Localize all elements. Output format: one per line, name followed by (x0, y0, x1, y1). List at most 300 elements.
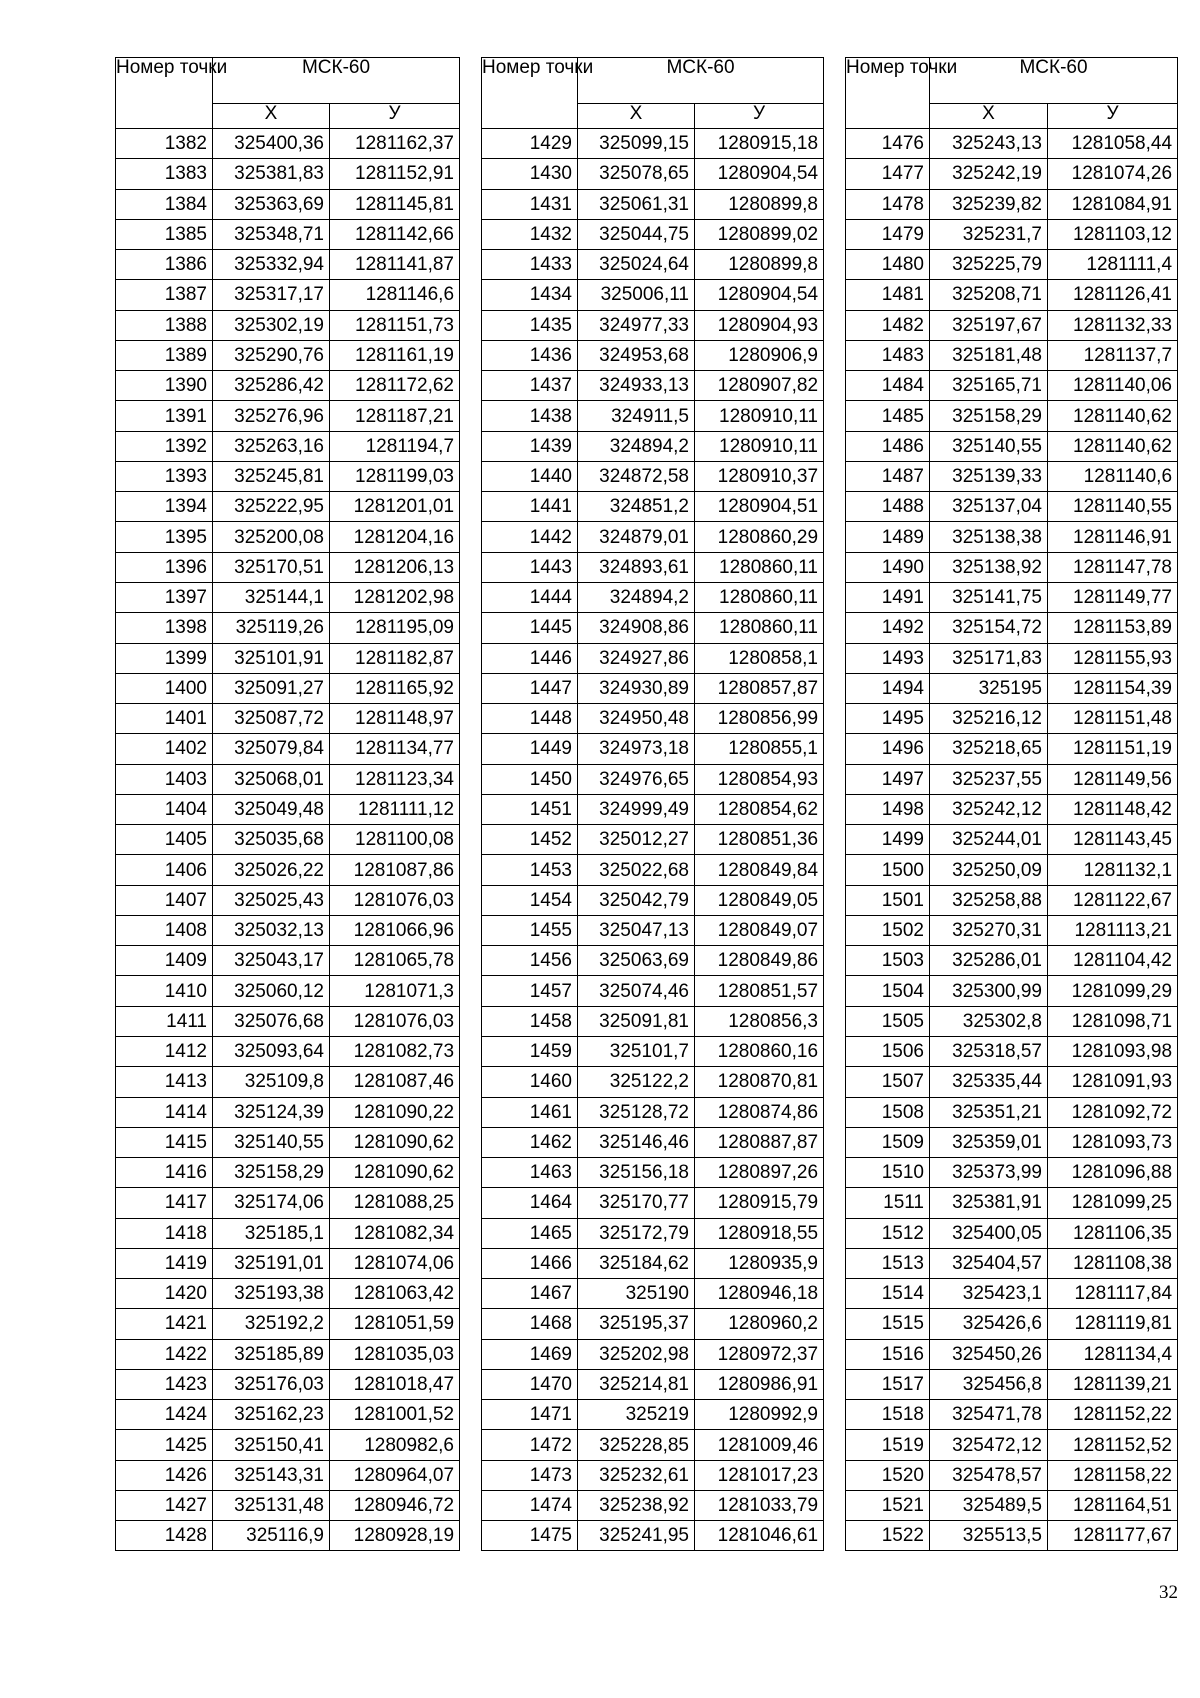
y-cell: 1280887,87 (695, 1127, 824, 1157)
table-row (116, 1218, 460, 1248)
point-number-cell: 1442 (482, 522, 578, 552)
table-row (116, 825, 460, 855)
x-cell: 325141,75 (930, 582, 1048, 612)
table-row (482, 250, 824, 280)
y-cell: 1281001,52 (330, 1400, 460, 1430)
x-cell: 325286,01 (930, 946, 1048, 976)
x-cell: 325197,67 (930, 310, 1048, 340)
point-number-cell: 1440 (482, 461, 578, 491)
table-row (482, 431, 824, 461)
x-cell: 325154,72 (930, 613, 1048, 643)
point-number-cell: 1406 (116, 855, 213, 885)
table-row (482, 643, 824, 673)
point-number-cell: 1386 (116, 250, 213, 280)
y-cell: 1281162,37 (330, 129, 460, 159)
x-cell: 325513,5 (930, 1521, 1048, 1551)
x-cell: 325471,78 (930, 1400, 1048, 1430)
y-cell: 1281071,3 (330, 976, 460, 1006)
y-cell: 1280855,1 (695, 734, 824, 764)
y-cell: 1281058,44 (1048, 129, 1178, 159)
point-number-cell: 1466 (482, 1248, 578, 1278)
x-cell: 324894,2 (578, 582, 695, 612)
table-row (482, 1158, 824, 1188)
point-number-cell: 1477 (846, 159, 930, 189)
point-number-cell: 1503 (846, 946, 930, 976)
y-cell: 1281132,1 (1048, 855, 1178, 885)
table-row (116, 461, 460, 491)
point-number-cell: 1394 (116, 492, 213, 522)
table-row (846, 522, 1178, 552)
y-cell: 1280849,86 (695, 946, 824, 976)
y-cell: 1281122,67 (1048, 885, 1178, 915)
table-row (116, 673, 460, 703)
x-cell: 325140,55 (213, 1127, 330, 1157)
x-cell: 325116,9 (213, 1521, 330, 1551)
x-cell: 325276,96 (213, 401, 330, 431)
y-cell: 1280986,91 (695, 1369, 824, 1399)
x-cell: 325317,17 (213, 280, 330, 310)
x-cell: 325181,48 (930, 340, 1048, 370)
table-row (846, 1158, 1178, 1188)
table-row (482, 704, 824, 734)
table-row (116, 976, 460, 1006)
point-number-cell: 1467 (482, 1279, 578, 1309)
point-number-cell: 1389 (116, 340, 213, 370)
table-row (116, 794, 460, 824)
table-row (846, 1036, 1178, 1066)
point-number-cell: 1428 (116, 1521, 213, 1551)
x-cell: 325373,99 (930, 1158, 1048, 1188)
y-cell: 1280899,8 (695, 189, 824, 219)
point-number-cell: 1439 (482, 431, 578, 461)
point-number-cell: 1490 (846, 552, 930, 582)
point-number-cell: 1476 (846, 129, 930, 159)
y-cell: 1280904,54 (695, 280, 824, 310)
table-row (846, 431, 1178, 461)
table-body (116, 129, 460, 1551)
point-number-cell: 1492 (846, 613, 930, 643)
coords-table-3 (845, 57, 1178, 1551)
point-number-cell: 1450 (482, 764, 578, 794)
point-number-cell: 1460 (482, 1067, 578, 1097)
x-cell: 325144,1 (213, 582, 330, 612)
y-cell: 1280874,86 (695, 1097, 824, 1127)
point-number-cell: 1508 (846, 1097, 930, 1127)
table-row (116, 1127, 460, 1157)
x-cell: 325239,82 (930, 189, 1048, 219)
table-row (482, 401, 824, 431)
point-number-cell: 1509 (846, 1127, 930, 1157)
point-number-cell: 1493 (846, 643, 930, 673)
table-row (482, 461, 824, 491)
point-number-cell: 1437 (482, 371, 578, 401)
x-cell: 325124,39 (213, 1097, 330, 1127)
point-number-cell: 1502 (846, 915, 930, 945)
x-cell: 325472,12 (930, 1430, 1048, 1460)
y-cell: 1281148,42 (1048, 794, 1178, 824)
y-cell: 1281161,19 (330, 340, 460, 370)
y-cell: 1281151,19 (1048, 734, 1178, 764)
x-cell: 325099,15 (578, 129, 695, 159)
table-row (482, 522, 824, 552)
table-row (846, 1490, 1178, 1520)
x-cell: 324953,68 (578, 340, 695, 370)
y-cell: 1281117,84 (1048, 1279, 1178, 1309)
table-row (116, 915, 460, 945)
y-cell: 1280964,07 (330, 1460, 460, 1490)
y-cell: 1280904,51 (695, 492, 824, 522)
table-row (482, 310, 824, 340)
point-number-cell: 1425 (116, 1430, 213, 1460)
point-number-cell: 1464 (482, 1188, 578, 1218)
table-row (846, 582, 1178, 612)
y-cell: 1281194,7 (330, 431, 460, 461)
table-row (482, 1339, 824, 1369)
point-number-cell: 1514 (846, 1279, 930, 1309)
point-number-cell: 1518 (846, 1400, 930, 1430)
point-number-cell: 1484 (846, 371, 930, 401)
y-cell: 1280856,99 (695, 704, 824, 734)
table-row (846, 1127, 1178, 1157)
x-cell: 325032,13 (213, 915, 330, 945)
table-row (846, 159, 1178, 189)
point-number-cell: 1434 (482, 280, 578, 310)
point-number-cell: 1413 (116, 1067, 213, 1097)
y-cell: 1281033,79 (695, 1490, 824, 1520)
table-row (116, 764, 460, 794)
point-number-cell: 1431 (482, 189, 578, 219)
x-cell: 325423,1 (930, 1279, 1048, 1309)
point-number-cell: 1452 (482, 825, 578, 855)
y-cell: 1280851,57 (695, 976, 824, 1006)
y-cell: 1281132,33 (1048, 310, 1178, 340)
point-number-cell: 1407 (116, 885, 213, 915)
point-number-cell: 1410 (116, 976, 213, 1006)
table-row (482, 1400, 824, 1430)
table-row (482, 1188, 824, 1218)
point-number-cell: 1422 (116, 1339, 213, 1369)
y-cell: 1280904,93 (695, 310, 824, 340)
x-cell: 325404,57 (930, 1248, 1048, 1278)
point-number-cell: 1412 (116, 1036, 213, 1066)
y-cell: 1281154,39 (1048, 673, 1178, 703)
point-number-cell: 1436 (482, 340, 578, 370)
table-row (846, 946, 1178, 976)
point-number-cell: 1408 (116, 915, 213, 945)
x-cell: 325060,12 (213, 976, 330, 1006)
point-number-cell: 1507 (846, 1067, 930, 1097)
table-row (116, 1188, 460, 1218)
x-cell: 325184,62 (578, 1248, 695, 1278)
point-number-cell: 1456 (482, 946, 578, 976)
y-cell: 1281035,03 (330, 1339, 460, 1369)
point-number-cell: 1516 (846, 1339, 930, 1369)
point-number-cell: 1424 (116, 1400, 213, 1430)
table-row (482, 552, 824, 582)
x-cell: 325200,08 (213, 522, 330, 552)
point-number-cell: 1471 (482, 1400, 578, 1430)
y-cell: 1281090,62 (330, 1158, 460, 1188)
table-row (116, 1067, 460, 1097)
x-cell: 325035,68 (213, 825, 330, 855)
y-cell: 1281152,52 (1048, 1430, 1178, 1460)
x-cell: 325286,42 (213, 371, 330, 401)
x-cell: 325137,04 (930, 492, 1048, 522)
x-cell: 324950,48 (578, 704, 695, 734)
y-cell: 1281108,38 (1048, 1248, 1178, 1278)
y-cell: 1281018,47 (330, 1369, 460, 1399)
x-cell: 325044,75 (578, 219, 695, 249)
point-number-cell: 1491 (846, 582, 930, 612)
table-row (846, 1279, 1178, 1309)
point-number-cell: 1403 (116, 764, 213, 794)
header-y: У (330, 104, 460, 129)
table-row (846, 976, 1178, 1006)
y-cell: 1281076,03 (330, 1006, 460, 1036)
y-cell: 1281100,08 (330, 825, 460, 855)
y-cell: 1280907,82 (695, 371, 824, 401)
x-cell: 325171,83 (930, 643, 1048, 673)
point-number-cell: 1433 (482, 250, 578, 280)
y-cell: 1281087,86 (330, 855, 460, 885)
x-cell: 324930,89 (578, 673, 695, 703)
table-row (116, 946, 460, 976)
point-number-cell: 1400 (116, 673, 213, 703)
table-row (116, 401, 460, 431)
point-number-cell: 1517 (846, 1369, 930, 1399)
coordinate-tables (115, 57, 1178, 1560)
header-coord-system: МСК-60 (213, 58, 460, 104)
table-row (846, 1248, 1178, 1278)
y-cell: 1281158,22 (1048, 1460, 1178, 1490)
table-row (846, 1339, 1178, 1369)
point-number-cell: 1501 (846, 885, 930, 915)
table-row (846, 1097, 1178, 1127)
x-cell: 325026,22 (213, 855, 330, 885)
y-cell: 1280906,9 (695, 340, 824, 370)
x-cell: 325426,6 (930, 1309, 1048, 1339)
point-number-cell: 1473 (482, 1460, 578, 1490)
point-number-cell: 1496 (846, 734, 930, 764)
y-cell: 1280960,2 (695, 1309, 824, 1339)
point-number-cell: 1396 (116, 552, 213, 582)
x-cell: 325202,98 (578, 1339, 695, 1369)
table-row (846, 794, 1178, 824)
point-number-cell: 1404 (116, 794, 213, 824)
x-cell: 325258,88 (930, 885, 1048, 915)
x-cell: 325143,31 (213, 1460, 330, 1490)
table-row (846, 1006, 1178, 1036)
y-cell: 1281093,98 (1048, 1036, 1178, 1066)
x-cell: 325119,26 (213, 613, 330, 643)
header-point-number: Номер точки (846, 58, 930, 129)
point-number-cell: 1504 (846, 976, 930, 1006)
table-row (482, 159, 824, 189)
point-number-cell: 1474 (482, 1490, 578, 1520)
table-row (116, 1339, 460, 1369)
point-number-cell: 1465 (482, 1218, 578, 1248)
x-cell: 325216,12 (930, 704, 1048, 734)
y-cell: 1280928,19 (330, 1521, 460, 1551)
table-row (846, 280, 1178, 310)
x-cell: 325076,68 (213, 1006, 330, 1036)
point-number-cell: 1480 (846, 250, 930, 280)
table-row (482, 1490, 824, 1520)
point-number-cell: 1419 (116, 1248, 213, 1278)
y-cell: 1281201,01 (330, 492, 460, 522)
y-cell: 1281093,73 (1048, 1127, 1178, 1157)
point-number-cell: 1446 (482, 643, 578, 673)
y-cell: 1281090,62 (330, 1127, 460, 1157)
point-number-cell: 1421 (116, 1309, 213, 1339)
x-cell: 325063,69 (578, 946, 695, 976)
point-number-cell: 1391 (116, 401, 213, 431)
table-row (482, 1218, 824, 1248)
x-cell: 325176,03 (213, 1369, 330, 1399)
point-number-cell: 1520 (846, 1460, 930, 1490)
point-number-cell: 1470 (482, 1369, 578, 1399)
x-cell: 325193,38 (213, 1279, 330, 1309)
y-cell: 1280854,62 (695, 794, 824, 824)
y-cell: 1281065,78 (330, 946, 460, 976)
x-cell: 325093,64 (213, 1036, 330, 1066)
x-cell: 325302,19 (213, 310, 330, 340)
y-cell: 1281145,81 (330, 189, 460, 219)
table-row (482, 673, 824, 703)
y-cell: 1281182,87 (330, 643, 460, 673)
point-number-cell: 1494 (846, 673, 930, 703)
table-body (482, 129, 824, 1551)
y-cell: 1281113,21 (1048, 915, 1178, 945)
y-cell: 1280935,9 (695, 1248, 824, 1278)
table-row (846, 704, 1178, 734)
y-cell: 1281074,26 (1048, 159, 1178, 189)
x-cell: 325381,83 (213, 159, 330, 189)
x-cell: 325244,01 (930, 825, 1048, 855)
point-number-cell: 1385 (116, 219, 213, 249)
y-cell: 1280910,11 (695, 401, 824, 431)
y-cell: 1281204,16 (330, 522, 460, 552)
point-number-cell: 1522 (846, 1521, 930, 1551)
x-cell: 325359,01 (930, 1127, 1048, 1157)
x-cell: 325241,95 (578, 1521, 695, 1551)
x-cell: 325091,27 (213, 673, 330, 703)
y-cell: 1281111,4 (1048, 250, 1178, 280)
y-cell: 1280860,11 (695, 582, 824, 612)
table-row (846, 189, 1178, 219)
table-row (482, 764, 824, 794)
point-number-cell: 1411 (116, 1006, 213, 1036)
table-row (482, 582, 824, 612)
y-cell: 1281098,71 (1048, 1006, 1178, 1036)
table-row (482, 1248, 824, 1278)
y-cell: 1280910,37 (695, 461, 824, 491)
point-number-cell: 1457 (482, 976, 578, 1006)
y-cell: 1281076,03 (330, 885, 460, 915)
x-cell: 325214,81 (578, 1369, 695, 1399)
x-cell: 325219 (578, 1400, 695, 1430)
point-number-cell: 1506 (846, 1036, 930, 1066)
table-body (846, 129, 1178, 1551)
y-cell: 1280982,6 (330, 1430, 460, 1460)
table-row (846, 673, 1178, 703)
point-number-cell: 1393 (116, 461, 213, 491)
x-cell: 325146,46 (578, 1127, 695, 1157)
point-number-cell: 1458 (482, 1006, 578, 1036)
y-cell: 1281090,22 (330, 1097, 460, 1127)
y-cell: 1280918,55 (695, 1218, 824, 1248)
point-number-cell: 1448 (482, 704, 578, 734)
y-cell: 1280915,79 (695, 1188, 824, 1218)
point-number-cell: 1390 (116, 371, 213, 401)
table-row (482, 825, 824, 855)
table-row (482, 1369, 824, 1399)
point-number-cell: 1498 (846, 794, 930, 824)
x-cell: 325231,7 (930, 219, 1048, 249)
table-row (116, 1248, 460, 1278)
x-cell: 325138,38 (930, 522, 1048, 552)
table-row (846, 734, 1178, 764)
x-cell: 325191,01 (213, 1248, 330, 1278)
y-cell: 1281046,61 (695, 1521, 824, 1551)
point-number-cell: 1426 (116, 1460, 213, 1490)
y-cell: 1281140,6 (1048, 461, 1178, 491)
y-cell: 1281155,93 (1048, 643, 1178, 673)
x-cell: 325456,8 (930, 1369, 1048, 1399)
point-number-cell: 1483 (846, 340, 930, 370)
x-cell: 325263,16 (213, 431, 330, 461)
y-cell: 1281017,23 (695, 1460, 824, 1490)
point-number-cell: 1398 (116, 613, 213, 643)
table-row (116, 1460, 460, 1490)
y-cell: 1280915,18 (695, 129, 824, 159)
y-cell: 1281123,34 (330, 764, 460, 794)
x-cell: 325232,61 (578, 1460, 695, 1490)
x-cell: 325242,19 (930, 159, 1048, 189)
table-row (116, 371, 460, 401)
table-row (482, 492, 824, 522)
y-cell: 1281087,46 (330, 1067, 460, 1097)
x-cell: 325489,5 (930, 1490, 1048, 1520)
y-cell: 1281149,77 (1048, 582, 1178, 612)
x-cell: 325131,48 (213, 1490, 330, 1520)
table-row (482, 219, 824, 249)
x-cell: 325351,21 (930, 1097, 1048, 1127)
y-cell: 1281164,51 (1048, 1490, 1178, 1520)
table-row (482, 976, 824, 1006)
x-cell: 325243,13 (930, 129, 1048, 159)
y-cell: 1281177,67 (1048, 1521, 1178, 1551)
table-row (846, 915, 1178, 945)
point-number-cell: 1395 (116, 522, 213, 552)
x-cell: 325185,89 (213, 1339, 330, 1369)
y-cell: 1281147,78 (1048, 552, 1178, 582)
x-cell: 325192,2 (213, 1309, 330, 1339)
x-cell: 324893,61 (578, 552, 695, 582)
table-row (846, 250, 1178, 280)
x-cell: 325450,26 (930, 1339, 1048, 1369)
y-cell: 1280946,72 (330, 1490, 460, 1520)
table-row (846, 340, 1178, 370)
x-cell: 325174,06 (213, 1188, 330, 1218)
point-number-cell: 1511 (846, 1188, 930, 1218)
x-cell: 325158,29 (213, 1158, 330, 1188)
x-cell: 325091,81 (578, 1006, 695, 1036)
y-cell: 1281165,92 (330, 673, 460, 703)
y-cell: 1281187,21 (330, 401, 460, 431)
table-row (482, 946, 824, 976)
table-row (482, 915, 824, 945)
